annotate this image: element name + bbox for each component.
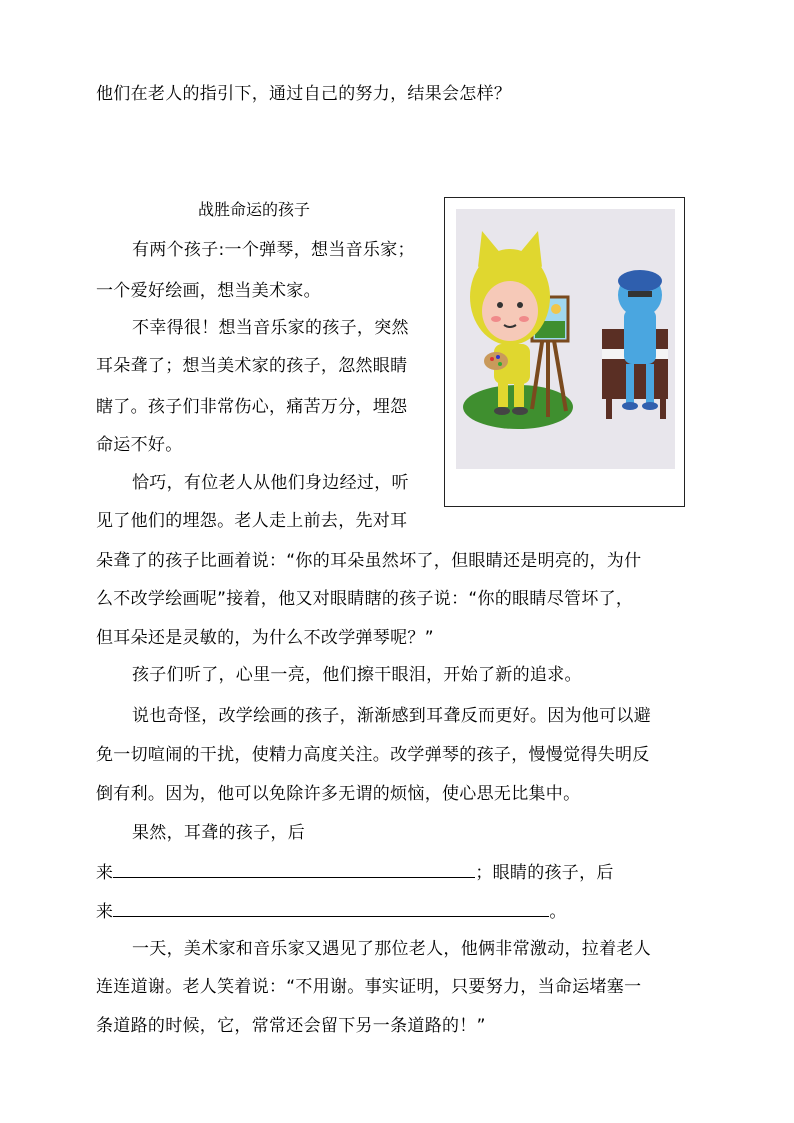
story-line-6: 命运不好。 [96,435,183,455]
story-end-line-3: 条道路的时候，它，常常还会留下另一条道路的！” [96,1016,486,1036]
story-line-13: 说也奇怪，改学绘画的孩子，渐渐感到耳聋反而更好。因为他可以避 [132,706,651,726]
story-line-3: 不幸得很！想当音乐家的孩子，突然 [132,318,409,338]
story-illustration [456,209,675,469]
story-illustration-frame [444,197,685,507]
story-end-line-2: 连连道谢。老人笑着说：“不用谢。事实证明，只要努力，当命运堵塞一 [96,977,642,997]
story-line-14: 免一切喧闹的干扰，使精力高度关注。改学弹琴的孩子，慢慢觉得失明反 [96,745,650,765]
fill2-suffix: 。 [549,902,567,922]
fill2-prefix: 来 [96,902,114,922]
intro-question: 他们在老人的指引下，通过自己的努力，结果会怎样？ [96,84,512,104]
story-line-12: 孩子们听了，心里一亮，他们擦干眼泪，开始了新的追求。 [132,665,582,685]
story-line-15: 倒有利。因为，他可以免除许多无谓的烦恼，使心思无比集中。 [96,784,581,804]
fill1-prefix: 来 [96,863,114,883]
story-line-8: 见了他们的埋怨。老人走上前去，先对耳 [96,511,408,531]
fill1-middle: ；眼睛的孩子，后 [475,863,614,883]
fill-blank-line-2 [96,900,567,922]
story-line-7: 恰巧，有位老人从他们身边经过，听 [132,473,409,493]
story-line-4: 耳朵聋了；想当美术家的孩子，忽然眼睛 [96,356,408,376]
fill-blank-line-1 [96,861,614,883]
story-line-9: 朵聋了的孩子比画着说：“你的耳朵虽然坏了，但眼睛还是明亮的，为什 [96,551,642,571]
story-line-10: 么不改学绘画呢”接着，他又对眼睛瞎的孩子说：“你的眼睛尽管坏了， [96,589,634,609]
story-title: 战胜命运的孩子 [198,200,311,219]
illustration-svg [456,209,675,469]
story-line-1: 有两个孩子:一个弹琴，想当音乐家； [132,240,415,260]
story-line-11: 但耳朵还是灵敏的，为什么不改学弹琴呢？” [96,628,434,648]
story-line-16: 果然，耳聋的孩子，后 [132,823,305,843]
answer-blank-2[interactable] [113,900,549,917]
story-line-2: 一个爱好绘画，想当美术家。 [96,281,321,301]
answer-blank-1[interactable] [113,861,475,878]
story-line-5: 瞎了。孩子们非常伤心，痛苦万分，埋怨 [96,397,408,417]
story-end-line-1: 一天，美术家和音乐家又遇见了那位老人，他俩非常激动，拉着老人 [132,939,651,959]
